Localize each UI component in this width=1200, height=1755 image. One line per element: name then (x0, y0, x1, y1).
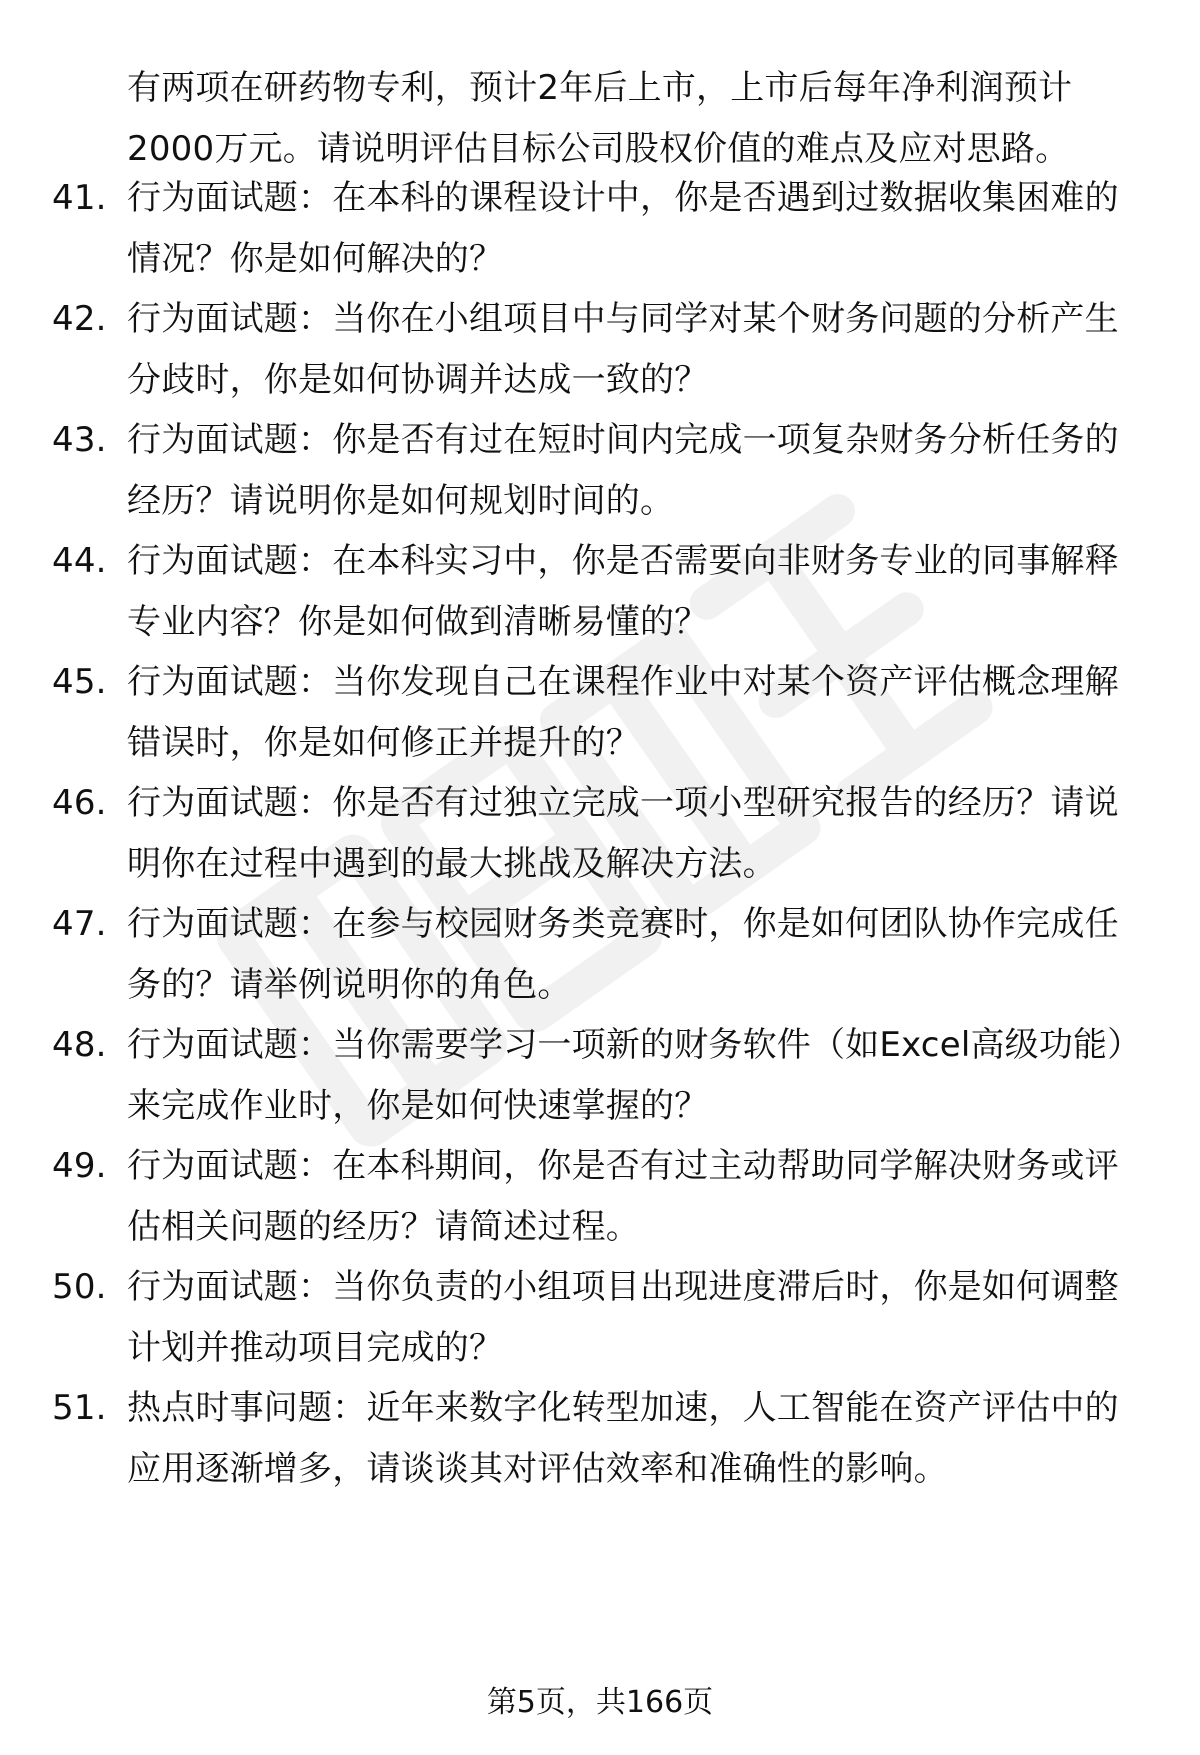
question-text: 行为面试题：在本科的课程设计中，你是否遇到过数据收集困难的情况？你是如何解决的？ (127, 178, 1119, 279)
question-text: 热点时事问题：近年来数字化转型加速，人工智能在资产评估中的应用逐渐增多，请谈谈其对评估效率和准确性的影响。 (127, 1388, 1119, 1489)
continuation-paragraph: 有两项在研药物专利，预计2年后上市，上市后每年净利润预计2000万元。请说明评估目标公司股权价值的难点及应对思路。 (127, 68, 1073, 169)
question-text: 行为面试题：你是否有过独立完成一项小型研究报告的经历？请说明你在过程中遇到的最大挑战及解决方法。 (127, 783, 1119, 884)
question-number: 46. (52, 783, 107, 823)
question-number: 49. (52, 1146, 107, 1186)
question-number: 50. (52, 1267, 107, 1307)
question-number: 48. (52, 1025, 107, 1065)
question-text: 行为面试题：在本科实习中，你是否需要向非财务专业的同事解释专业内容？你是如何做到清晰易懂的？ (127, 541, 1119, 642)
question-number: 42. (52, 299, 107, 339)
question-text: 行为面试题：你是否有过在短时间内完成一项复杂财务分析任务的经历？请说明你是如何规划时间的。 (127, 420, 1119, 521)
question-number: 51. (52, 1388, 107, 1428)
question-text: 行为面试题：当你发现自己在课程作业中对某个资产评估概念理解错误时，你是如何修正并提升的？ (127, 662, 1119, 763)
question-text: 行为面试题：在本科期间，你是否有过主动帮助同学解决财务或评估相关问题的经历？请简述过程。 (127, 1146, 1119, 1247)
page-footer: 第5页，共166页 (486, 1685, 714, 1720)
question-text: 行为面试题：当你负责的小组项目出现进度滞后时，你是如何调整计划并推动项目完成的？ (127, 1267, 1119, 1368)
question-text: 行为面试题：当你在小组项目中与同学对某个财务问题的分析产生分歧时，你是如何协调并达成一致的？ (127, 299, 1119, 400)
question-number: 45. (52, 662, 107, 702)
question-number: 47. (52, 904, 107, 944)
question-text: 行为面试题：当你需要学习一项新的财务软件（如Excel高级功能）来完成作业时，你是如何快速掌握的？ (127, 1025, 1142, 1126)
question-text: 行为面试题：在参与校园财务类竞赛时，你是如何团队协作完成任务的？请举例说明你的角色。 (127, 904, 1119, 1005)
question-number: 41. (52, 178, 107, 218)
question-number: 43. (52, 420, 107, 460)
question-number: 44. (52, 541, 107, 581)
